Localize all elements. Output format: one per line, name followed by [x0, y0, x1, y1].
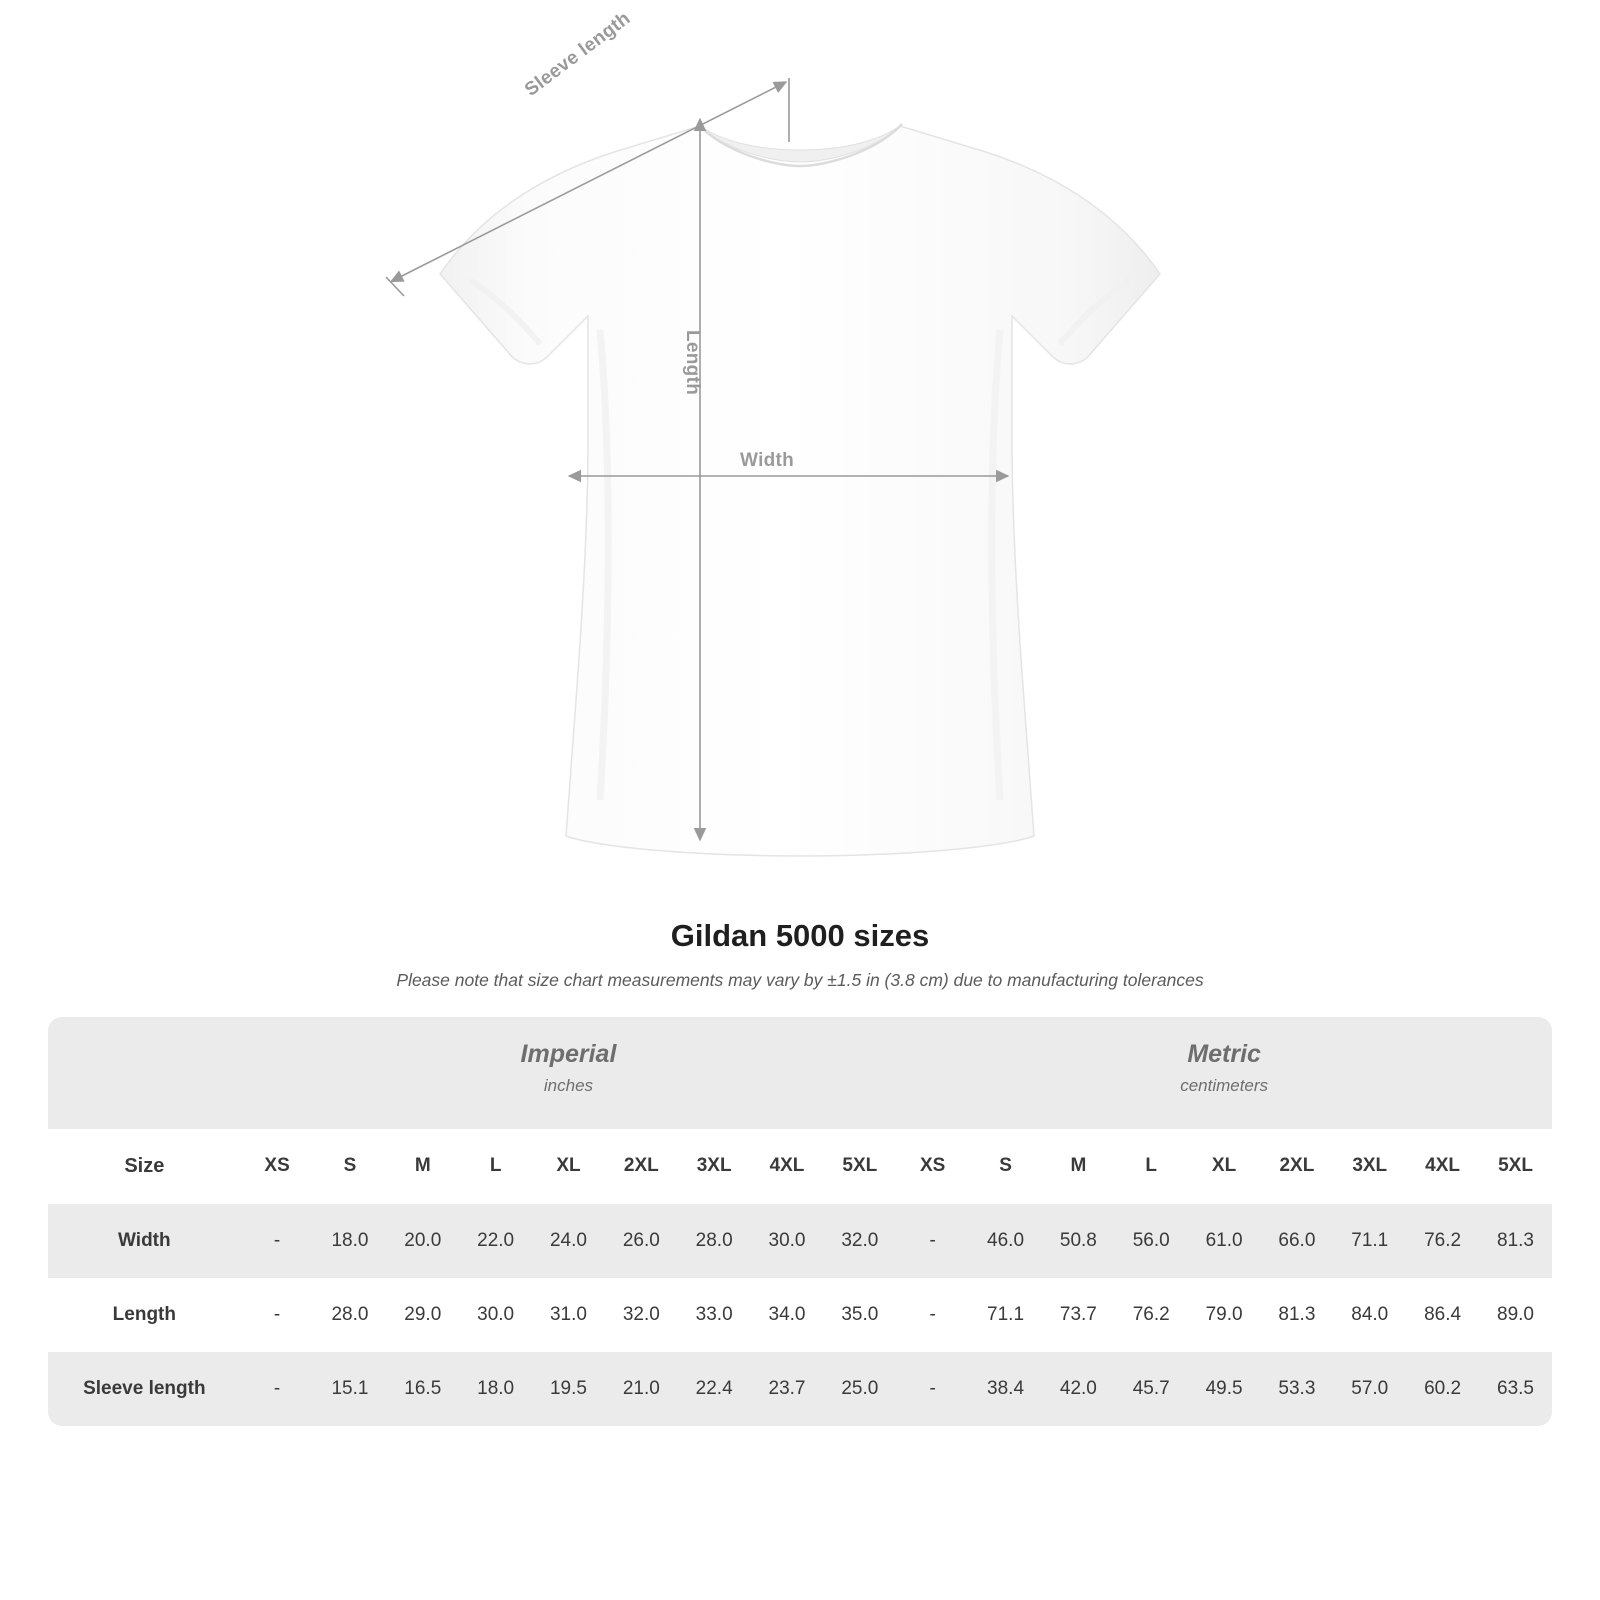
cell: 76.2: [1115, 1278, 1188, 1352]
column-header: S: [314, 1129, 387, 1204]
table-row: [48, 1278, 1552, 1352]
cell: 50.8: [1042, 1204, 1115, 1278]
cell: 18.0: [314, 1204, 387, 1278]
cell: 31.0: [532, 1278, 605, 1352]
cell: 76.2: [1406, 1204, 1479, 1278]
unit-group-metric-name: Metric: [1187, 1040, 1261, 1068]
cell: 60.2: [1406, 1352, 1479, 1426]
cell: 73.7: [1042, 1278, 1115, 1352]
unit-group-imperial: [241, 1017, 897, 1129]
column-header: XS: [241, 1129, 314, 1204]
cell: 61.0: [1188, 1204, 1261, 1278]
cell: -: [241, 1278, 314, 1352]
cell: 42.0: [1042, 1352, 1115, 1426]
unit-group-metric-unit: centimeters: [1180, 1076, 1269, 1096]
column-header: 5XL: [1479, 1129, 1552, 1204]
size-table-wrapper: [48, 1017, 1552, 1426]
cell: -: [896, 1352, 969, 1426]
column-header: L: [459, 1129, 532, 1204]
cell: 25.0: [823, 1352, 896, 1426]
cell: 21.0: [605, 1352, 678, 1426]
cell: 28.0: [314, 1278, 387, 1352]
cell: -: [896, 1278, 969, 1352]
header-size-label: Size: [48, 1129, 241, 1204]
cell: 32.0: [605, 1278, 678, 1352]
cell: 57.0: [1333, 1352, 1406, 1426]
cell: 46.0: [969, 1204, 1042, 1278]
cell: 16.5: [386, 1352, 459, 1426]
cell: 28.0: [678, 1204, 751, 1278]
column-header: 4XL: [1406, 1129, 1479, 1204]
cell: 79.0: [1188, 1278, 1261, 1352]
column-header: M: [386, 1129, 459, 1204]
cell: 86.4: [1406, 1278, 1479, 1352]
size-table: [48, 1017, 1552, 1426]
cell: -: [241, 1204, 314, 1278]
cell: 81.3: [1479, 1204, 1552, 1278]
cell: 56.0: [1115, 1204, 1188, 1278]
cell: 34.0: [751, 1278, 824, 1352]
column-header: XL: [532, 1129, 605, 1204]
column-header: 3XL: [678, 1129, 751, 1204]
table-row: [48, 1204, 1552, 1278]
cell: 26.0: [605, 1204, 678, 1278]
column-header: 2XL: [605, 1129, 678, 1204]
page-subtitle: Please note that size chart measurements may vary by ±1.5 in (3.8 cm) due to manufacturing tolerances: [396, 970, 1204, 990]
row-label-width: Width: [48, 1204, 241, 1278]
cell: 19.5: [532, 1352, 605, 1426]
cell: 30.0: [459, 1278, 532, 1352]
cell: 38.4: [969, 1352, 1042, 1426]
table-header-row: [48, 1129, 1552, 1204]
cell: 35.0: [823, 1278, 896, 1352]
cell: 53.3: [1260, 1352, 1333, 1426]
cell: 81.3: [1260, 1278, 1333, 1352]
cell: 84.0: [1333, 1278, 1406, 1352]
cell: 33.0: [678, 1278, 751, 1352]
column-header: S: [969, 1129, 1042, 1204]
cell: -: [241, 1352, 314, 1426]
cell: 63.5: [1479, 1352, 1552, 1426]
column-header: M: [1042, 1129, 1115, 1204]
cell: 15.1: [314, 1352, 387, 1426]
cell: 24.0: [532, 1204, 605, 1278]
row-label-sleeve-length: Sleeve length: [48, 1352, 241, 1426]
tshirt-shape: [440, 124, 1160, 856]
column-header: 4XL: [751, 1129, 824, 1204]
cell: 23.7: [751, 1352, 824, 1426]
width-label: Width: [740, 450, 795, 471]
row-label-length: Length: [48, 1278, 241, 1352]
cell: 45.7: [1115, 1352, 1188, 1426]
cell: 89.0: [1479, 1278, 1552, 1352]
cell: 71.1: [1333, 1204, 1406, 1278]
column-header: 2XL: [1260, 1129, 1333, 1204]
sleeve-length-label: Sleeve length: [521, 7, 635, 101]
unit-group-imperial-unit: inches: [543, 1076, 594, 1096]
unit-group-imperial-name: Imperial: [520, 1040, 617, 1068]
cell: 66.0: [1260, 1204, 1333, 1278]
unit-group-metric: [896, 1017, 1552, 1129]
page-title: Gildan 5000 sizes: [670, 918, 930, 953]
table-corner-cell: [48, 1017, 241, 1129]
cell: 22.4: [678, 1352, 751, 1426]
cell: 32.0: [823, 1204, 896, 1278]
cell: 18.0: [459, 1352, 532, 1426]
cell: 22.0: [459, 1204, 532, 1278]
column-header: XS: [896, 1129, 969, 1204]
column-header: XL: [1188, 1129, 1261, 1204]
cell: -: [896, 1204, 969, 1278]
column-header: L: [1115, 1129, 1188, 1204]
cell: 71.1: [969, 1278, 1042, 1352]
column-header: 3XL: [1333, 1129, 1406, 1204]
length-label: Length: [682, 330, 703, 396]
cell: 30.0: [751, 1204, 824, 1278]
table-row: [48, 1352, 1552, 1426]
cell: 49.5: [1188, 1352, 1261, 1426]
column-header: 5XL: [823, 1129, 896, 1204]
unit-group-row: [48, 1017, 1552, 1129]
cell: 29.0: [386, 1278, 459, 1352]
cell: 20.0: [386, 1204, 459, 1278]
